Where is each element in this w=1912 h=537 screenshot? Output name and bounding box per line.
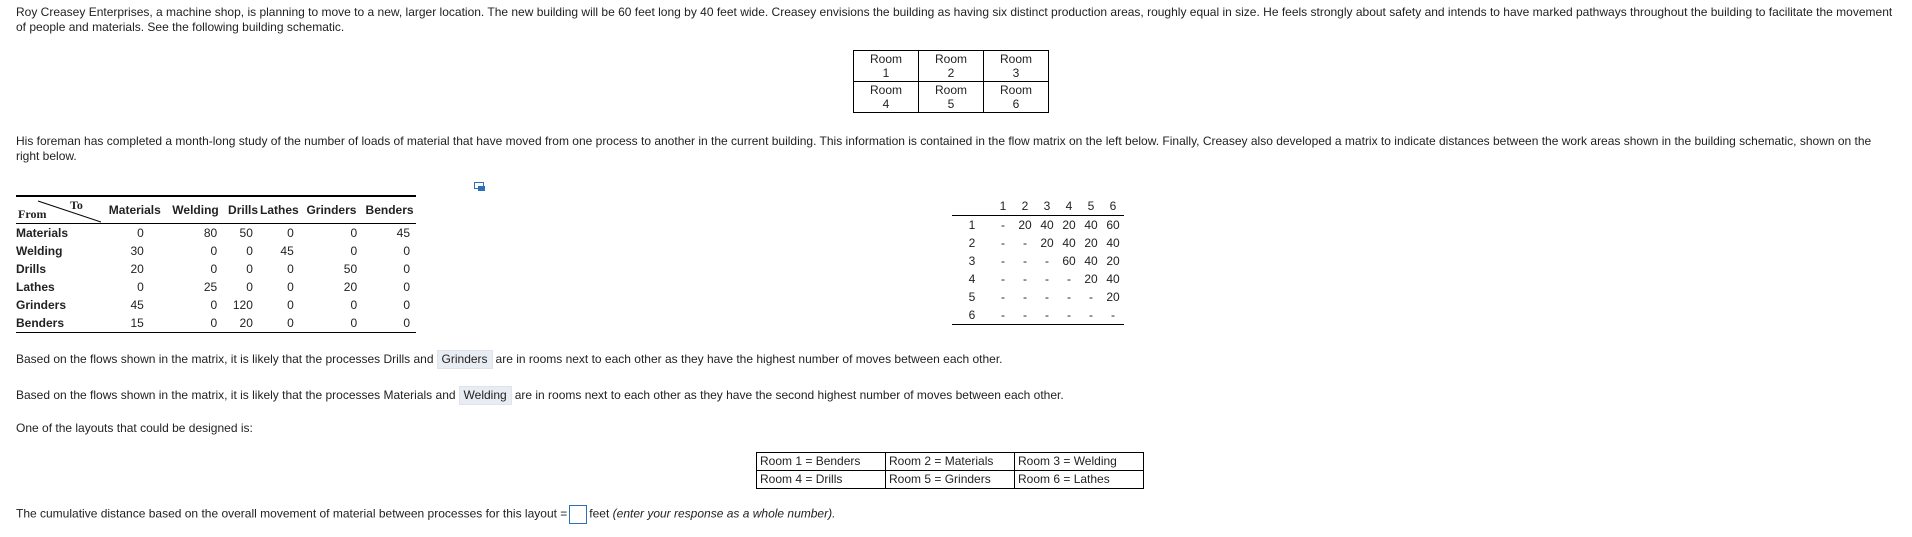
distance-cell: - [1102, 306, 1124, 325]
distance-cell: - [1001, 236, 1005, 250]
distance-cell: - [1067, 272, 1071, 286]
schematic-room-cell [854, 51, 919, 82]
question-2 [16, 386, 1896, 405]
distance-matrix [952, 197, 1124, 325]
distance-row-header: 3 [968, 254, 976, 268]
distance-cell: - [1045, 290, 1049, 304]
distance-row-header: 1 [968, 218, 976, 232]
schematic-row [854, 51, 1049, 82]
flow-cell: 20 [343, 280, 358, 294]
distance-cell: 20 [1106, 254, 1120, 268]
distance-column-header: 6 [1102, 197, 1124, 216]
expand-table-icon[interactable] [474, 181, 486, 195]
flow-matrix-corner [16, 196, 106, 224]
question-1-text-after: are in rooms next to each other as they have the highest number of moves between each other. [495, 352, 1003, 366]
distance-cell: - [1045, 272, 1049, 286]
final-question [16, 505, 1896, 524]
distance-row [952, 270, 1124, 288]
distance-cell: 20 [1040, 236, 1054, 250]
room-label: Room [999, 83, 1032, 97]
flow-cell: 45 [130, 298, 144, 312]
flow-cell: 0 [137, 226, 144, 240]
flow-cell: 15 [106, 314, 164, 333]
distance-cell: - [1001, 218, 1005, 232]
flow-cell: 0 [246, 262, 253, 276]
distance-cell: - [1023, 236, 1027, 250]
layout-room-cell: Room 3 = Welding [1015, 453, 1144, 471]
flow-column-header: Lathes [259, 196, 300, 224]
distance-row-header: 4 [968, 272, 976, 286]
distance-cell: - [1045, 254, 1049, 268]
flow-row [16, 242, 416, 260]
layout-room-cell: Room 1 = Benders [757, 453, 886, 471]
distance-cell: 40 [1040, 218, 1054, 232]
final-hint: (enter your response as a whole number). [612, 506, 836, 521]
flow-cell: 30 [130, 244, 144, 258]
distance-row [952, 234, 1124, 252]
distance-cell: 40 [1084, 218, 1098, 232]
flow-matrix [16, 195, 416, 333]
distance-cell: 40 [1106, 236, 1120, 250]
flow-cell: 0 [246, 280, 253, 294]
flow-row-header: Drills [16, 262, 47, 276]
distance-row [952, 288, 1124, 306]
room-label: Room [869, 83, 902, 97]
distance-cell: - [1001, 290, 1005, 304]
layout-room-cell: Room 2 = Materials [886, 453, 1015, 471]
room-label: Room [999, 52, 1032, 66]
flow-column-header: Welding [164, 196, 227, 224]
question-2-text-before: Based on the flows shown in the matrix, it is likely that the processes Materials and [16, 388, 456, 402]
question-1-text-before: Based on the flows shown in the matrix, it is likely that the processes Drills and [16, 352, 434, 366]
schematic-room-cell [919, 51, 984, 82]
distance-cell: 20 [1062, 218, 1076, 232]
flow-row [16, 260, 416, 278]
flow-row-header: Materials [16, 226, 69, 240]
room-number: 6 [1012, 97, 1020, 111]
flow-column-header: Materials [106, 196, 164, 224]
distance-row-header: 5 [968, 290, 976, 304]
room-label: Room [869, 52, 902, 66]
cumulative-distance-input[interactable] [569, 505, 587, 524]
distance-cell: - [1036, 306, 1058, 325]
question-1 [16, 350, 1896, 369]
room-label: Room [934, 83, 967, 97]
flow-row-header: Welding [16, 244, 63, 258]
distance-cell: 20 [1018, 218, 1032, 232]
schematic-room-cell [984, 51, 1049, 82]
question-2-text-after: are in rooms next to each other as they have the second highest number of moves between each other. [514, 388, 1064, 402]
distance-cell: 20 [1084, 272, 1098, 286]
distance-row-header: 2 [968, 236, 976, 250]
distance-row-header: 6 [952, 306, 992, 325]
room-number: 4 [882, 97, 890, 111]
distance-cell: - [992, 306, 1014, 325]
distance-cell: 40 [1084, 254, 1098, 268]
flow-cell: 0 [287, 262, 294, 276]
distance-column-header: 5 [1080, 197, 1102, 216]
distance-matrix-corner [952, 197, 992, 216]
flow-cell: 0 [210, 262, 218, 276]
distance-row [952, 306, 1124, 325]
answer-box-2[interactable]: Welding [459, 386, 512, 405]
distance-cell: - [1001, 254, 1005, 268]
schematic-row [854, 82, 1049, 113]
flow-cell: 0 [350, 244, 358, 258]
distance-cell: - [1014, 306, 1036, 325]
distance-cell: 20 [1084, 236, 1098, 250]
distance-cell: - [1067, 290, 1071, 304]
distance-cell: 60 [1106, 218, 1120, 232]
distance-cell: 20 [1106, 290, 1120, 304]
distance-cell: 40 [1106, 272, 1120, 286]
flow-cell: 25 [203, 280, 218, 294]
distance-column-header: 3 [1036, 197, 1058, 216]
flow-cell: 0 [300, 314, 363, 333]
flow-cell: 0 [403, 262, 410, 276]
flow-cell: 0 [246, 244, 253, 258]
flow-cell: 0 [259, 314, 300, 333]
layout-room-cell: Room 6 = Lathes [1015, 471, 1144, 489]
layout-row [757, 471, 1144, 489]
flow-row-header: Lathes [16, 280, 55, 294]
flow-cell: 0 [210, 298, 218, 312]
layout-room-cell: Room 4 = Drills [757, 471, 886, 489]
flow-cell: 0 [403, 298, 410, 312]
flow-cell: 0 [350, 298, 358, 312]
flow-cell: 45 [280, 244, 294, 258]
flow-column-header: Benders [363, 196, 416, 224]
schematic-room-cell [984, 82, 1049, 113]
flow-cell: 120 [232, 298, 253, 312]
flow-cell: 50 [239, 226, 253, 240]
distance-cell: - [1023, 254, 1027, 268]
flow-cell: 0 [403, 244, 410, 258]
distance-column-header: 4 [1058, 197, 1080, 216]
distance-cell: - [1023, 290, 1027, 304]
distance-column-header: 1 [992, 197, 1014, 216]
intro-paragraph: Roy Creasey Enterprises, a machine shop, is planning to move to a new, larger location. The new building will be 60 feet long by 40 feet wide. Creasey envisions the building as having six distinct production areas, roughly equal in size. He feels strongly about safety and intends to have marked pathways throughout the building to facilitate the movement of people and materials. See the following building schematic. [16, 5, 1893, 34]
distance-column-header: 2 [1014, 197, 1036, 216]
distance-cell: 40 [1062, 236, 1076, 250]
distance-cell: - [1001, 272, 1005, 286]
distance-row [952, 252, 1124, 270]
distance-cell: - [1089, 290, 1093, 304]
flow-column-header: Grinders [300, 196, 363, 224]
flow-cell: 0 [287, 298, 294, 312]
flow-row-header: Grinders [16, 298, 67, 312]
flow-row [16, 314, 416, 333]
distance-cell: - [1058, 306, 1080, 325]
schematic-room-cell [854, 82, 919, 113]
distance-row [952, 216, 1124, 235]
layout-row [757, 453, 1144, 471]
flow-cell: 0 [363, 314, 416, 333]
corner-from-label: From [18, 207, 47, 221]
flow-cell: 0 [164, 314, 227, 333]
distance-cell: - [1080, 306, 1102, 325]
layout-table [756, 452, 1144, 489]
flow-cell: 0 [137, 280, 144, 294]
flow-cell: 50 [343, 262, 358, 276]
room-number: 5 [947, 97, 955, 111]
flow-row [16, 296, 416, 314]
foreman-paragraph: His foreman has completed a month-long study of the number of loads of material that have moved from one process to another in the current building. This information is contained in the flow matrix on the left below. Finally, Creasey also developed a matrix to indicate distances between the work areas shown in the building schematic, shown on the right below. [16, 134, 1872, 163]
flow-cell: 0 [403, 280, 410, 294]
building-schematic [853, 50, 1049, 113]
layout-room-cell: Room 5 = Grinders [886, 471, 1015, 489]
room-number: 1 [882, 66, 890, 80]
distance-cell: - [1023, 272, 1027, 286]
flow-cell: 0 [350, 226, 358, 240]
flow-cell: 0 [210, 244, 218, 258]
flow-cell: 0 [287, 280, 294, 294]
flow-column-header: Drills [227, 196, 259, 224]
flow-row [16, 224, 416, 243]
flow-cell: 0 [287, 226, 294, 240]
layout-intro: One of the layouts that could be designed is: [16, 421, 253, 435]
final-unit: feet [589, 506, 610, 521]
room-number: 3 [1012, 66, 1020, 80]
answer-box-1[interactable]: Grinders [437, 350, 493, 369]
room-label: Room [934, 52, 967, 66]
final-question-text: The cumulative distance based on the overall movement of material between processes for this layout = [16, 506, 568, 521]
distance-cell: 60 [1062, 254, 1076, 268]
flow-cell: 45 [396, 226, 410, 240]
flow-row-header: Benders [16, 314, 106, 333]
flow-cell: 20 [227, 314, 259, 333]
room-number: 2 [947, 66, 955, 80]
schematic-room-cell [919, 82, 984, 113]
flow-row [16, 278, 416, 296]
corner-to-label: To [70, 198, 83, 212]
flow-cell: 80 [203, 226, 218, 240]
flow-cell: 20 [130, 262, 144, 276]
